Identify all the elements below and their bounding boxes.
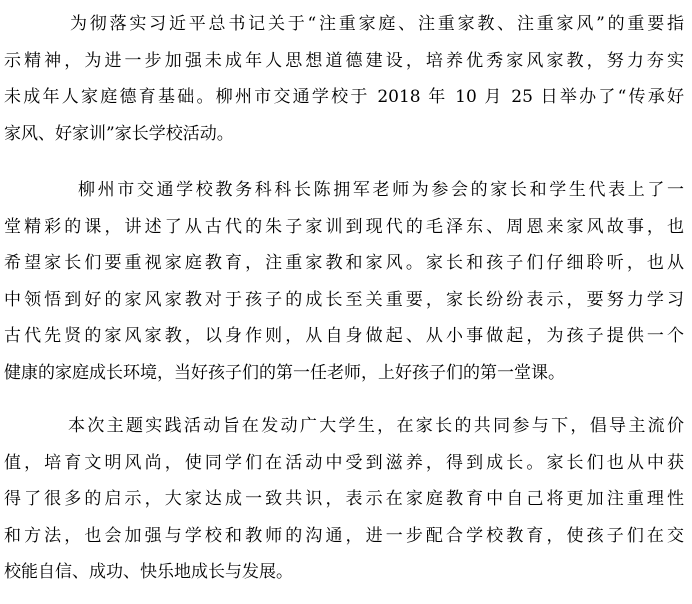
paragraph-line: 古代先贤的家风家教，以身作则，从自身做起、从小事做起，为孩子提供一个 — [4, 326, 684, 347]
paragraph-line: 希望家长们要重视家庭教育，注重家教和家风。家长和孩子们仔细聆听，也从 — [4, 253, 684, 274]
paragraph-line: 堂精彩的课，讲述了从古代的朱子家训到现代的毛泽东、周恩来家风故事，也 — [4, 216, 684, 237]
paragraph-line: 示精神，为进一步加强未成年人思想道德建设，培养优秀家风家教，努力夯实 — [4, 50, 684, 71]
paragraph-line: 未成年人家庭德育基础。柳州市交通学校于 2018 年 10 月 25 日举办了“传承好 — [4, 87, 684, 108]
paragraph-line: 得了很多的启示，大家达成一致共识，表示在家庭教育中自己将更加注重理性 — [4, 489, 684, 510]
paragraph-2 — [0, 172, 684, 392]
paragraph-line: 值，培育文明风尚，使同学们在活动中受到滋养，得到成长。家长们也从中获 — [4, 452, 684, 473]
paragraph-1 — [0, 6, 684, 152]
paragraph-line: 健康的家庭成长环境，当好孩子们的第一任老师，上好孩子们的第一堂课。 — [4, 362, 565, 383]
paragraph-line: 本次主题实践活动旨在发动广大学生，在家长的共同参与下，倡导主流价 — [68, 416, 684, 436]
paragraph-3 — [0, 408, 684, 591]
paragraph-line: 柳州市交通学校教务科科长陈拥军老师为参会的家长和学生代表上了一 — [78, 180, 684, 200]
paragraph-line: 家风、好家训”家长学校活动。 — [4, 123, 234, 144]
paragraph-line: 为彻落实习近平总书记关于“注重家庭、注重家教、注重家风”的重要指 — [70, 14, 684, 34]
paragraph-line: 校能自信、成功、快乐地成长与发展。 — [4, 562, 293, 583]
paragraph-line: 和方法，也会加强与学校和教师的沟通，进一步配合学校教育，使孩子们在交 — [4, 525, 684, 546]
paragraph-line: 中领悟到好的家风家教对于孩子的成长至关重要，家长纷纷表示，要努力学习 — [4, 289, 684, 310]
